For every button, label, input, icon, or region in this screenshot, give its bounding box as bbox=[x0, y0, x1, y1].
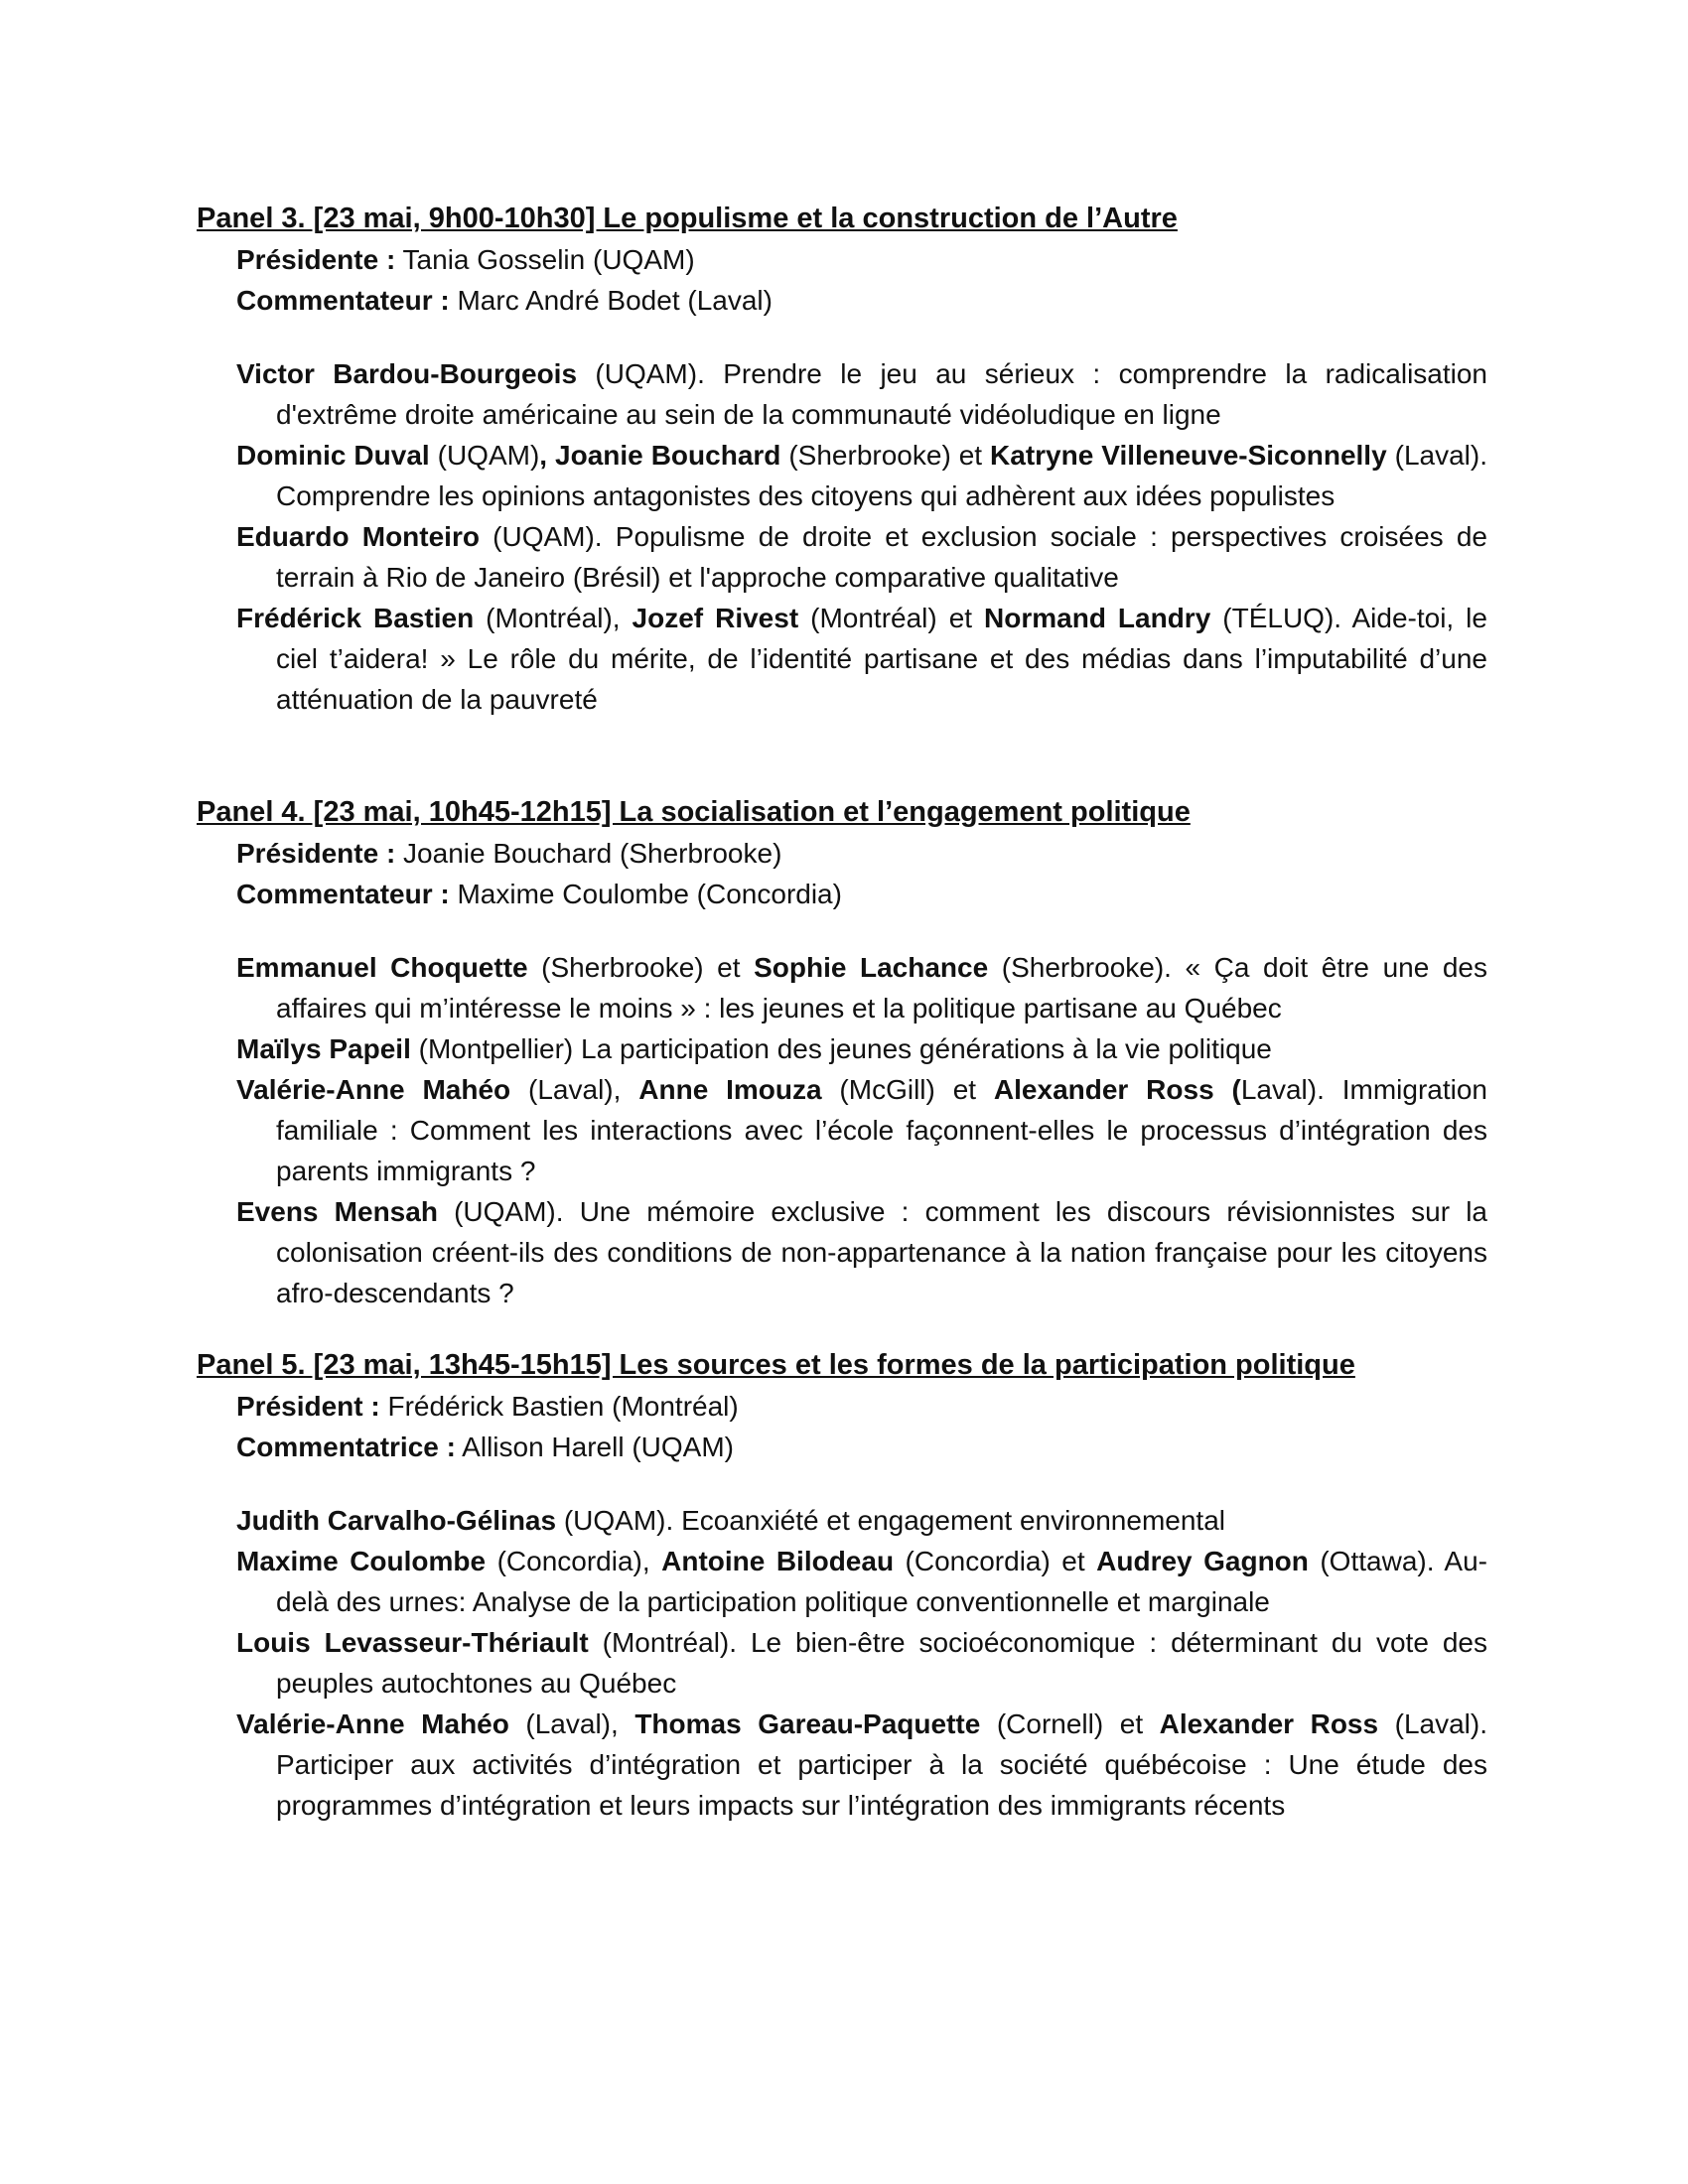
entry-text: (Montréal) et bbox=[798, 603, 985, 633]
entry-list bbox=[197, 353, 1487, 720]
list-item bbox=[236, 1704, 1487, 1826]
entry-text: Laval). Immigration familiale : Comment les interactions avec l’école façonnent-elles le processus d’intégration des parents immigrants ? bbox=[276, 1074, 1487, 1186]
entry-text: (Sherbrooke). « Ça doit être une des affaires qui m’intéresse le moins » : les jeunes et la politique partisane au Québec bbox=[276, 952, 1487, 1024]
list-item bbox=[236, 1541, 1487, 1622]
president-line bbox=[236, 833, 1487, 874]
entry-text: (Sherbrooke) et bbox=[780, 440, 991, 471]
entry-text: (Cornell) et bbox=[980, 1708, 1160, 1739]
entry-text: (Laval), bbox=[508, 1708, 635, 1739]
panel-3 bbox=[197, 199, 1487, 720]
author-name: Audrey Gagnon bbox=[1096, 1546, 1309, 1576]
commentator-label: Commentatrice : bbox=[236, 1432, 456, 1462]
commentator-value: Maxime Coulombe (Concordia) bbox=[449, 879, 842, 909]
entry-text: (Ottawa). Au-delà des urnes: Analyse de la participation politique conventionnelle et marginale bbox=[276, 1546, 1488, 1617]
panel-4 bbox=[197, 792, 1487, 1313]
author-name: Victor Bardou-Bourgeois bbox=[236, 358, 578, 389]
author-name: Valérie-Anne Mahéo bbox=[236, 1708, 509, 1739]
author-name: Antoine Bilodeau bbox=[661, 1546, 895, 1576]
entry-text: (McGill) et bbox=[821, 1074, 994, 1105]
panel-heading: Panel 4. [23 mai, 10h45-12h15] La socialisation et l’engagement politique bbox=[197, 796, 1191, 828]
entry-text: (Montréal), bbox=[474, 603, 633, 633]
entry-text: (Concordia) et bbox=[894, 1546, 1097, 1576]
entry-text: (UQAM) bbox=[429, 440, 540, 471]
commentator-label: Commentateur : bbox=[236, 879, 450, 909]
author-name: Katryne Villeneuve-Siconnelly bbox=[990, 440, 1387, 471]
author-name: Maxime Coulombe bbox=[236, 1546, 487, 1576]
list-item bbox=[236, 516, 1487, 598]
author-name: Normand Landry bbox=[984, 603, 1211, 633]
list-item bbox=[236, 353, 1487, 435]
entry-text: (Laval), bbox=[510, 1074, 639, 1105]
author-name: Eduardo Monteiro bbox=[236, 521, 480, 552]
author-name: , Joanie Bouchard bbox=[539, 440, 781, 471]
entry-list bbox=[197, 947, 1487, 1313]
commentator-value: Allison Harell (UQAM) bbox=[455, 1432, 734, 1462]
author-name: Anne Imouza bbox=[638, 1074, 822, 1105]
entry-text: (UQAM). Ecoanxiété et engagement environnemental bbox=[556, 1505, 1225, 1536]
president-line bbox=[236, 239, 1487, 280]
list-item bbox=[236, 1191, 1487, 1313]
author-name: Thomas Gareau-Paquette bbox=[634, 1708, 981, 1739]
president-label: Présidente : bbox=[236, 244, 396, 275]
entry-text: (TÉLUQ). Aide-toi, le ciel t’aidera! » Le rôle du mérite, de l’identité partisane et des médias dans l’imputabilité d’une atténuation de la pauvreté bbox=[276, 603, 1487, 715]
entry-text: (Sherbrooke) et bbox=[527, 952, 755, 983]
president-value: Joanie Bouchard (Sherbrooke) bbox=[395, 838, 782, 869]
entry-text: (Montréal). Le bien-être socioéconomique : déterminant du vote des peuples autochtones au Québec bbox=[276, 1627, 1487, 1699]
list-item bbox=[236, 1069, 1487, 1191]
president-label: Président : bbox=[236, 1391, 380, 1422]
commentator-value: Marc André Bodet (Laval) bbox=[449, 285, 773, 316]
entry-list bbox=[197, 1500, 1487, 1826]
author-name: Sophie Lachance bbox=[754, 952, 989, 983]
entry-text: (UQAM). Prendre le jeu au sérieux : comprendre la radicalisation d'extrême droite américaine au sein de la communauté vidéoludique en ligne bbox=[276, 358, 1488, 430]
author-name: Emmanuel Choquette bbox=[236, 952, 528, 983]
president-value: Frédérick Bastien (Montréal) bbox=[379, 1391, 739, 1422]
commentator-line bbox=[236, 280, 1487, 321]
entry-text: (UQAM). Populisme de droite et exclusion sociale : perspectives croisées de terrain à Rio de Janeiro (Brésil) et l'approche comparative qualitative bbox=[276, 521, 1488, 593]
panel-heading: Panel 5. [23 mai, 13h45-15h15] Les sources et les formes de la participation politique bbox=[197, 1349, 1355, 1381]
author-name: Dominic Duval bbox=[236, 440, 430, 471]
author-name: Valérie-Anne Mahéo bbox=[236, 1074, 511, 1105]
author-name: Judith Carvalho-Gélinas bbox=[236, 1505, 557, 1536]
commentator-label: Commentateur : bbox=[236, 285, 450, 316]
commentator-line bbox=[236, 1427, 1487, 1467]
author-name: Jozef Rivest bbox=[632, 603, 799, 633]
list-item bbox=[236, 1622, 1487, 1704]
author-name: Louis Levasseur-Thériault bbox=[236, 1627, 589, 1658]
president-value: Tania Gosselin (UQAM) bbox=[395, 244, 695, 275]
author-name: Maïlys Papeil bbox=[236, 1033, 411, 1064]
author-name: Frédérick Bastien bbox=[236, 603, 475, 633]
list-item bbox=[236, 598, 1487, 720]
author-name: Evens Mensah bbox=[236, 1196, 438, 1227]
entry-text: (UQAM). Une mémoire exclusive : comment les discours révisionnistes sur la colonisation créent-ils des conditions de non-appartenance à la nation française pour les citoyens afro-descendants ? bbox=[276, 1196, 1487, 1308]
list-item bbox=[236, 1028, 1487, 1069]
president-line bbox=[236, 1386, 1487, 1427]
author-name: Alexander Ross bbox=[1159, 1708, 1379, 1739]
entry-text: (Laval). Participer aux activités d’intégration et participer à la société québécoise : Une étude des programmes d’intégration et leurs impacts sur l’intégration des immigrants récents bbox=[276, 1708, 1487, 1821]
author-name: Alexander Ross ( bbox=[993, 1074, 1241, 1105]
panel-heading: Panel 3. [23 mai, 9h00-10h30] Le populisme et la construction de l’Autre bbox=[197, 203, 1178, 234]
entry-text: (Concordia), bbox=[486, 1546, 662, 1576]
panel-5 bbox=[197, 1345, 1487, 1826]
president-label: Présidente : bbox=[236, 838, 396, 869]
entry-text: (Montpellier) La participation des jeunes générations à la vie politique bbox=[410, 1033, 1272, 1064]
list-item bbox=[236, 435, 1487, 516]
list-item bbox=[236, 947, 1487, 1028]
entry-text: (Laval). Comprendre les opinions antagonistes des citoyens qui adhèrent aux idées populistes bbox=[276, 440, 1487, 511]
list-item bbox=[236, 1500, 1487, 1541]
commentator-line bbox=[236, 874, 1487, 914]
